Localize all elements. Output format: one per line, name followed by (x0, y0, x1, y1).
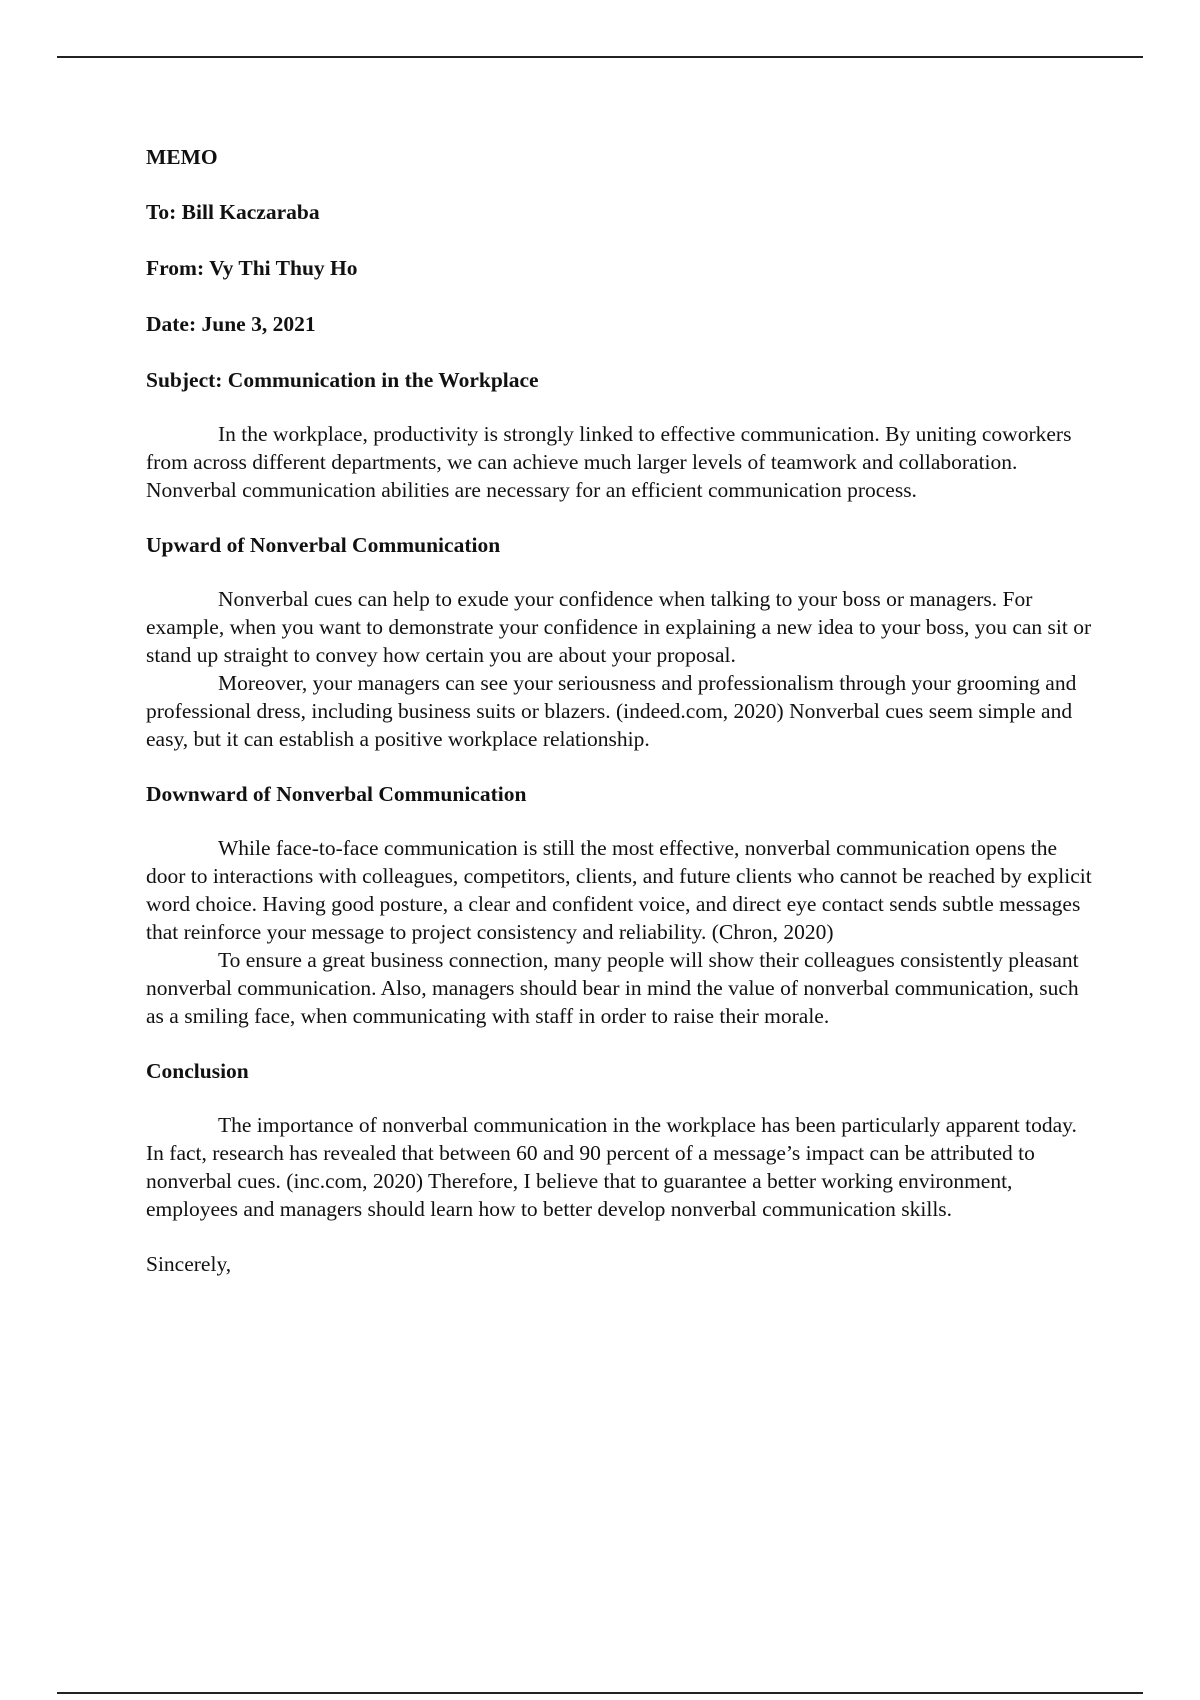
upward-section (146, 585, 1096, 753)
downward-heading: Downward of Nonverbal Communication (146, 782, 527, 806)
memo-document (146, 143, 1096, 1278)
conclusion-paragraph: The importance of nonverbal communication in the workplace has been particularly apparent today. In fact, research has revealed that between 60 and 90 percent of a message’s impact can be attributed to nonverbal cues. (inc.com, 2020) Therefore, I believe that to guarantee a better working environment, employees and managers should learn how to better develop nonverbal communication skills. (146, 1113, 1077, 1221)
intro-paragraph: In the workplace, productivity is strongly linked to effective communication. By uniting coworkers from across different departments, we can achieve much larger levels of teamwork and collaboration. Nonverbal communication abilities are necessary for an efficient communication process. (146, 422, 1072, 502)
upward-paragraph-1: Nonverbal cues can help to exude your confidence when talking to your boss or managers. For example, when you want to demonstrate your confidence in explaining a new idea to your boss, you can sit or stand up straight to convey how certain you are about your proposal. (146, 587, 1092, 667)
top-rule (57, 56, 1143, 58)
memo-to: To: Bill Kaczaraba (146, 200, 320, 224)
bottom-rule (57, 1692, 1143, 1694)
memo-date: Date: June 3, 2021 (146, 312, 316, 336)
downward-paragraph-1: While face-to-face communication is still the most effective, nonverbal communication opens the door to interactions with colleagues, competitors, clients, and future clients who cannot be reached by explicit word choice. Having good posture, a clear and confident voice, and direct eye contact sends subtle messages that reinforce your message to project consistency and reliability. (Chron, 2020) (146, 836, 1092, 944)
signoff: Sincerely, (146, 1252, 232, 1276)
conclusion-heading: Conclusion (146, 1059, 249, 1083)
conclusion-section (146, 1111, 1096, 1223)
downward-section (146, 834, 1096, 1030)
memo-title: MEMO (146, 145, 218, 169)
upward-paragraph-2: Moreover, your managers can see your seriousness and professionalism through your grooming and professional dress, including business suits or blazers. (indeed.com, 2020) Nonverbal cues seem simple and easy, but it can establish a positive workplace relationship. (146, 671, 1077, 751)
memo-subject: Subject: Communication in the Workplace (146, 368, 539, 392)
upward-heading: Upward of Nonverbal Communication (146, 533, 501, 557)
intro-section (146, 420, 1096, 504)
downward-paragraph-2: To ensure a great business connection, many people will show their colleagues consistently pleasant nonverbal communication. Also, managers should bear in mind the value of nonverbal communication, such as a smiling face, when communicating with staff in order to raise their morale. (146, 948, 1079, 1028)
memo-from: From: Vy Thi Thuy Ho (146, 256, 358, 280)
